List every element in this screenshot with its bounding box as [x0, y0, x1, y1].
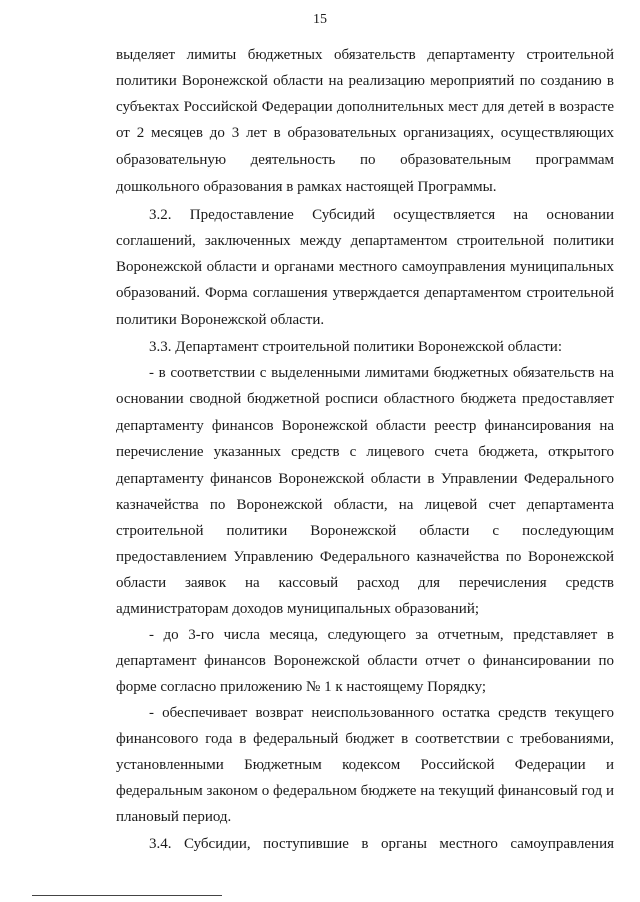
text-line: администраторам доходов муниципальных образований;: [116, 601, 480, 617]
text-line: установленными Бюджетным кодексом Российской Федерации и: [116, 757, 614, 773]
text-line: перечисление указанных средств с лицевого счета бюджета, открытого: [116, 444, 614, 460]
page-number: 15: [313, 12, 327, 27]
text-line: политики Воронежской области.: [116, 312, 325, 328]
text-line: 3.2. Предоставление Субсидий осуществляется на основании: [149, 207, 614, 223]
text-line: департаменту финансов Воронежской области в Управлении Федерального: [116, 471, 614, 487]
text-line: финансового года в федеральный бюджет в соответствии с требованиями,: [116, 731, 614, 747]
text-line: казначейства по Воронежской области, на лицевой счет департамента: [116, 497, 614, 513]
text-line: - обеспечивает возврат неиспользованного остатка средств текущего: [149, 705, 614, 721]
text-line: от 2 месяцев до 3 лет в образовательных организациях, осуществляющих: [116, 125, 614, 141]
text-line: строительной политики Воронежской области с последующим: [116, 523, 614, 539]
text-line: образовательную деятельность по образовательным программам: [116, 152, 614, 168]
text-line: политики Воронежской области на реализацию мероприятий по созданию в: [116, 73, 614, 89]
text-line: образований. Форма соглашения утверждается департаментом строительной: [116, 285, 614, 301]
text-line: субъектах Российской Федерации дополнительных мест для детей в возрасте: [116, 99, 614, 115]
text-line: 3.4. Субсидии, поступившие в органы местного самоуправления: [149, 836, 614, 852]
text-line: соглашений, заключенных между департаментом строительной политики: [116, 233, 614, 249]
text-line: плановый период.: [116, 809, 232, 825]
text-line: 3.3. Департамент строительной политики Воронежской области:: [149, 339, 562, 355]
text-line: федеральным законом о федеральном бюджете на текущий финансовый год и: [116, 783, 614, 799]
text-line: основании сводной бюджетной росписи областного бюджета предоставляет: [116, 391, 614, 407]
text-line: дошкольного образования в рамках настоящей Программы.: [116, 179, 497, 195]
text-line: Воронежской области и органами местного самоуправления муниципальных: [116, 259, 614, 275]
footer-divider: [32, 895, 222, 896]
text-line: - до 3-го числа месяца, следующего за отчетным, представляет в: [149, 627, 614, 643]
text-line: - в соответствии с выделенными лимитами бюджетных обязательств на: [149, 365, 614, 381]
text-line: форме согласно приложению № 1 к настоящему Порядку;: [116, 679, 487, 695]
text-line: предоставлением Управлению Федерального казначейства по Воронежской: [116, 549, 614, 565]
text-line: выделяет лимиты бюджетных обязательств департаменту строительной: [116, 47, 614, 63]
text-line: области заявок на кассовый расход для перечисления средств: [116, 575, 614, 591]
text-line: департамент финансов Воронежской области отчет о финансировании по: [116, 653, 614, 669]
text-line: департаменту финансов Воронежской области реестр финансирования на: [116, 418, 614, 434]
